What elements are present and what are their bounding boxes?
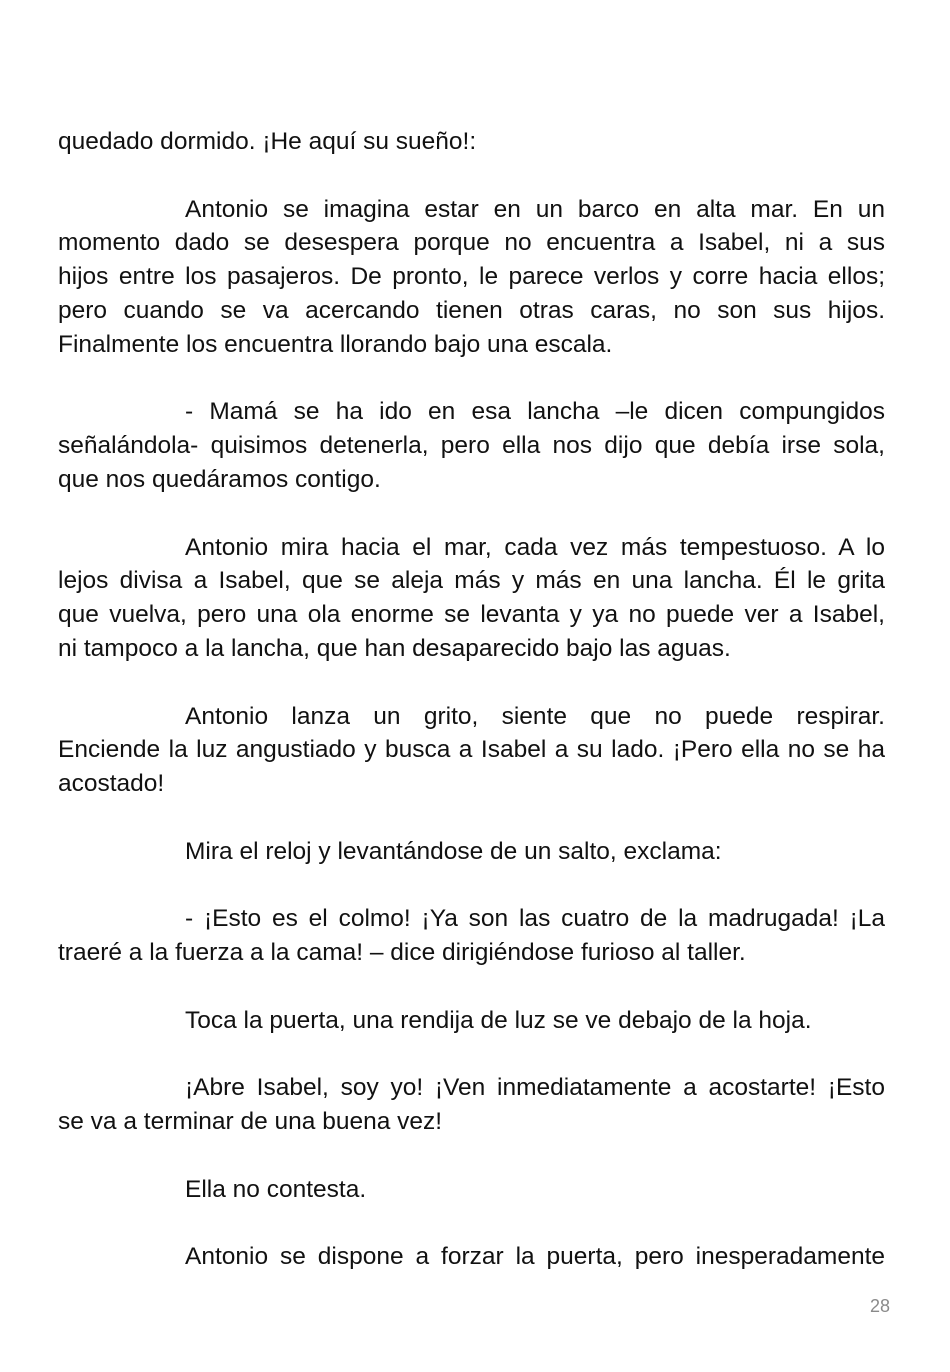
- text-line: señalándola- quisimos detenerla, pero ella nos dijo que debía irse sola,: [58, 432, 885, 460]
- text-line: Toca la puerta, una rendija de luz se ve debajo de la hoja.: [185, 1006, 812, 1034]
- page-number: 28: [869, 1296, 890, 1316]
- paragraph: [58, 1173, 885, 1207]
- paragraph: [58, 125, 885, 159]
- text-line: Antonio se imagina estar en un barco en alta mar. En un: [185, 195, 885, 223]
- paragraph: [58, 395, 885, 496]
- paragraph: [58, 193, 885, 362]
- text-line: que vuelva, pero una ola enorme se levanta y ya no puede ver a Isabel,: [58, 601, 885, 629]
- paragraph: [58, 1004, 885, 1038]
- text-line: se va a terminar de una buena vez!: [58, 1108, 443, 1136]
- text-line: hijos entre los pasajeros. De pronto, le parece verlos y corre hacia ellos;: [58, 263, 885, 291]
- text-line: pero cuando se va acercando tienen otras caras, no son sus hijos.: [58, 296, 885, 324]
- text-line: Antonio se dispone a forzar la puerta, pero inesperadamente: [185, 1243, 885, 1271]
- paragraph: [58, 531, 885, 666]
- paragraph: [58, 835, 885, 869]
- body-text: [58, 125, 885, 1308]
- text-line: momento dado se desespera porque no encuentra a Isabel, ni a sus: [58, 229, 885, 257]
- text-line: Finalmente los encuentra llorando bajo una escala.: [58, 330, 613, 358]
- text-line: que nos quedáramos contigo.: [58, 465, 381, 493]
- text-line: Enciende la luz angustiado y busca a Isabel a su lado. ¡Pero ella no se ha: [58, 736, 885, 764]
- text-line: quedado dormido. ¡He aquí su sueño!:: [58, 128, 477, 155]
- paragraph: [58, 1071, 885, 1139]
- text-line: ni tampoco a la lancha, que han desaparecido bajo las aguas.: [58, 634, 731, 662]
- text-line: - Mamá se ha ido en esa lancha –le dicen compungidos: [185, 398, 885, 426]
- text-line: lejos divisa a Isabel, que se aleja más y más en una lancha. Él le grita: [58, 567, 885, 595]
- text-line: ¡Abre Isabel, soy yo! ¡Ven inmediatamente a acostarte! ¡Esto: [185, 1074, 885, 1102]
- paragraph: [58, 1240, 885, 1274]
- text-line: acostado!: [58, 770, 165, 798]
- text-line: Antonio mira hacia el mar, cada vez más tempestuoso. A lo: [185, 533, 885, 561]
- text-line: - ¡Esto es el colmo! ¡Ya son las cuatro de la madrugada! ¡La: [185, 905, 885, 933]
- paragraph: [58, 700, 885, 801]
- text-line: Mira el reloj y levantándose de un salto, exclama:: [185, 837, 722, 865]
- paragraph: [58, 902, 885, 970]
- text-line: Ella no contesta.: [185, 1175, 367, 1203]
- text-line: traeré a la fuerza a la cama! – dice dirigiéndose furioso al taller.: [58, 939, 746, 967]
- text-line: Antonio lanza un grito, siente que no puede respirar.: [185, 702, 885, 730]
